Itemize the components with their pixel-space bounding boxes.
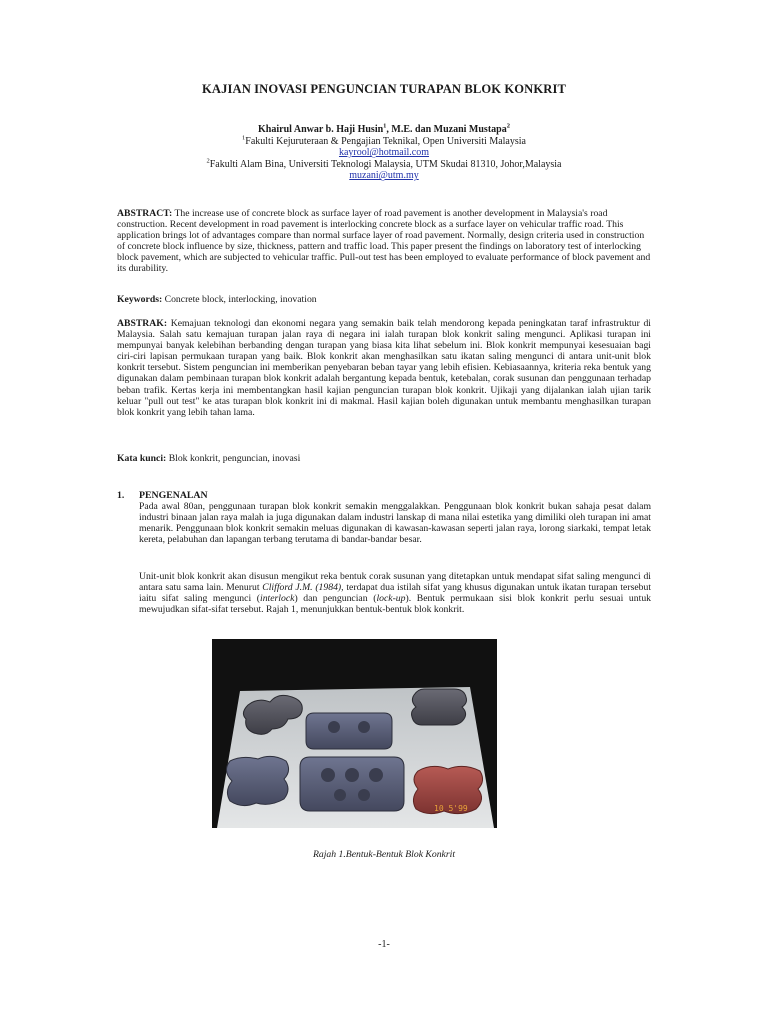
block-hole [345, 768, 359, 782]
block-center-bottom [300, 757, 404, 811]
block-hole [358, 721, 370, 733]
abstrak-label: ABSTRAK: [117, 318, 168, 329]
concrete-blocks-photo [212, 639, 497, 828]
block-hole [328, 721, 340, 733]
affiliation-2-text: Fakulti Alam Bina, Universiti Teknologi Malaysia, UTM Skudai 81310, Johor,Malaysia [209, 158, 562, 170]
author-separator: , M.E. dan [386, 124, 434, 135]
kata-kunci-label: Kata kunci: [117, 453, 167, 464]
author-1-sup: 1 [383, 122, 387, 130]
section-1-number: 1. [117, 490, 125, 501]
author-block [0, 124, 768, 182]
affiliation-2 [0, 159, 768, 171]
para2-text-4: ). Bentuk permukaan sisi blok konkrit perlu sesuai untuk mewujudkan sifat-sifat tersebut. Rajah 1, menunjukkan bentuk-bentuk blok konkrit. [139, 593, 652, 616]
affiliation-1-text: Fakulti Kejuruteraan & Pengajian Teknikal, Open Universiti Malaysia [245, 135, 526, 147]
block-hole [369, 768, 383, 782]
kata-kunci-text: Blok konkrit, penguncian, inovasi [166, 453, 301, 464]
figure-caption: Rajah 1.Bentuk-Bentuk Blok Konkrit [312, 849, 456, 860]
keywords-label: Keywords: [117, 294, 163, 305]
para2-text-3: ) dan penguncian ( [294, 593, 377, 605]
figure-photo-concrete-blocks [212, 639, 497, 828]
abstract-text: The increase use of concrete block as surface layer of road pavement is another development in Malaysia's road construction. Recent development in road pavement is interlocking concrete block as a surface layer on vehicular traffic road. This application brings lot of advantages compare than normal surface layer of road pavement. Normally, design criteria used in construction of concrete block influence by size, thickness, pattern and traffic load. This paper present the findings on laboratory test of interlocking block pavement, which are subjected to vehicular traffic. Pull-out test has been employed to evaluate performance of block pavement and its durability. [117, 208, 651, 275]
abstract-paragraph [117, 208, 651, 275]
author-1-name: Khairul Anwar b. Haji Husin [258, 124, 384, 135]
affiliation-1-sup: 1 [242, 134, 246, 142]
email-1-link[interactable]: kayrool@hotmail.com [338, 147, 430, 159]
block-left-middle [226, 756, 288, 805]
keywords-text: Concrete block, interlocking, inovation [162, 294, 317, 305]
block-hole [334, 789, 346, 801]
para2-text-2: terdapat dua istilah sifat yang khusus digunakan untuk ikatan turapan tersebut iaitu sifat saling mengunci ( [139, 582, 652, 605]
section-1-heading: PENGENALAN [139, 490, 208, 501]
para2-text-1: Unit-unit blok konkrit akan disusun mengikut reka bentuk corak susunan yang ditetapkan untuk mendapat sifat saling mengunci di antara satu sama lain. Menurut [139, 571, 651, 594]
section-1-paragraph-2 [139, 571, 651, 615]
author-names [0, 124, 768, 136]
para2-term-interlock: interlock [260, 593, 295, 605]
email-2-link[interactable]: muzani@utm.my [349, 170, 419, 182]
abstract-label: ABSTRACT: [117, 208, 173, 219]
page-number: -1- [378, 939, 390, 950]
affiliation-2-sup: 2 [206, 157, 210, 165]
abstrak-text: Kemajuan teknologi dan ekonomi negara yang semakin baik telah mendorong kepada peningkatan taraf infrastruktur di Malaysia. Salah satu kemajuan turapan jalan raya di negara ini ialah turapan blok konkrit saling mengunci. Aplikasi turapan ini mempunyai banyak kelebihan berbanding dengan turapan yang biasa kita lihat sebelum ini. Blok konkrit mempunyai kesesuaian bagi ciri-ciri lapisan permukaan turapan yang baik. Blok konkrit akan menghasilkan satu ikatan saling mengunci di antara unit-unit blok konkrit tersebut. Sistem penguncian ini memberikan penyebaran beban tayar yang lebih efisien. Kebiasaannya, kriteria reka bentuk yang digunakan dalam pembinaan turapan blok konkrit adalah bergantung kepada bentuk, ketebalan, corak susunan dan penggunaan terhadap beban trafik. Kertas kerja ini membentangkan hasil kajian penguncian turapan blok konkrit. Ujikaji yang dijalankan ialah ujian tarik keluar "pull out test" ke atas turapan blok konkrit ini di makmal. Hasil kajian boleh digunakan untuk membantu menghasilkan turapan blok konkrit yang lebih tahan lama. [117, 318, 651, 418]
abstrak-paragraph [117, 318, 651, 418]
block-hole [321, 768, 335, 782]
affiliation-1 [0, 136, 768, 148]
author-2-sup: 2 [506, 122, 510, 130]
para2-term-lockup: lock-up [376, 593, 406, 605]
photo-date-stamp: 10 5'99 [434, 804, 468, 813]
paper-title: KAJIAN INOVASI PENGUNCIAN TURAPAN BLOK KONKRIT [202, 82, 566, 96]
para2-citation: Clifford J.M. (1984), [262, 582, 344, 594]
author-2-name: Muzani Mustapa [433, 124, 507, 135]
keywords-paragraph [117, 294, 651, 305]
block-center-top [306, 713, 392, 749]
block-top-right [412, 689, 467, 725]
kata-kunci-paragraph [117, 453, 651, 464]
section-1-paragraph-1: Pada awal 80an, penggunaan turapan blok konkrit semakin menggalakkan. Penggunaan blok konkrit bukan sahaja pesat dalam industri binaan jalan raya malah ia juga digunakan dalam industri lanskap di mana nilai estetika yang dimiliki oleh turapan ini amat menarik. Penggunaan blok konkrit semakin meluas digunakan di kawasan-kawasan seperti jalan raya, lorong siarkaki, tempat letak kereta, pelabuhan dan lapangan terbang terutama di bandar-bandar besar. [139, 501, 651, 546]
block-hole [358, 789, 370, 801]
